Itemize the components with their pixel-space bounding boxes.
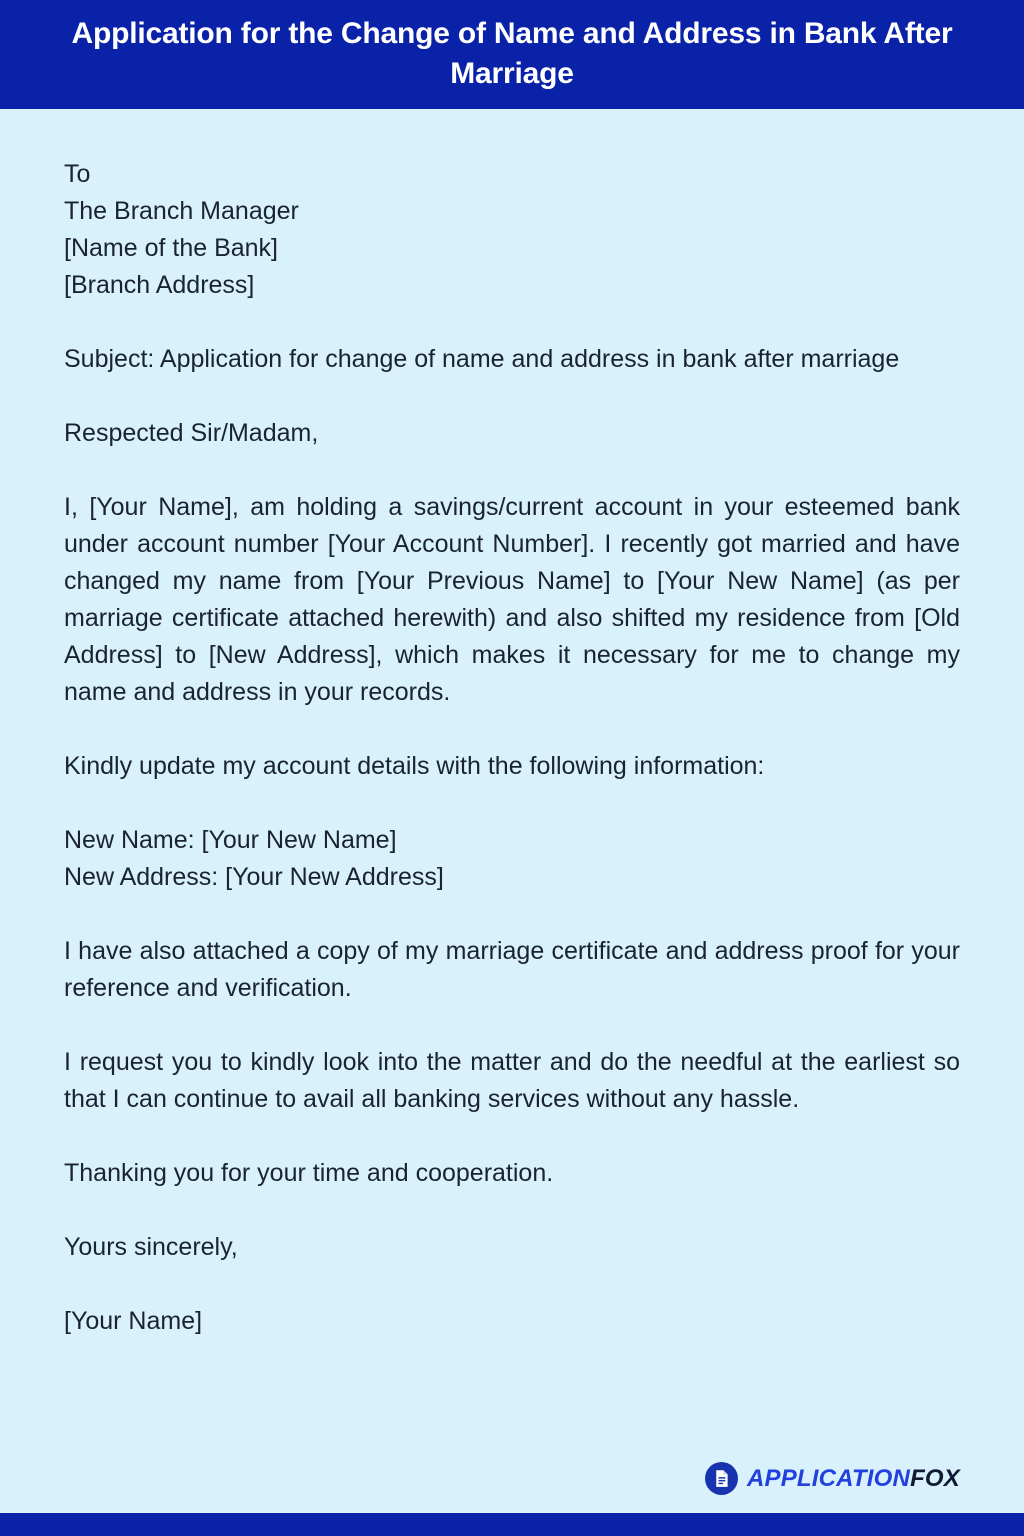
account-details-block <box>64 822 960 896</box>
letter-body <box>0 109 1024 1513</box>
document-icon <box>705 1462 738 1495</box>
brand-logo <box>705 1462 960 1495</box>
page-title: Application for the Change of Name and Address in Bank After Marriage <box>71 17 953 90</box>
recipient-line-manager: The Branch Manager <box>64 197 299 226</box>
recipient-line-bank: [Name of the Bank] <box>64 234 279 263</box>
spacer <box>64 304 960 341</box>
detail-new-name: New Name: [Your New Name] <box>64 826 397 855</box>
spacer <box>64 378 960 415</box>
body-paragraph-4: I request you to kindly look into the matter and do the needful at the earliest so that I can continue to avail all banking services without any hassle. <box>64 1048 960 1114</box>
spacer <box>64 785 960 822</box>
body-paragraph-1: I, [Your Name], am holding a savings/current account in your esteemed bank under account number [Your Account Number]. I recently got married and have changed my name from [Your Previous Name] to [Your New Name] (as per marriage certificate attached herewith) and also shifted my residence from [Old Address] to [New Address], which makes it necessary for me to change my name and address in your records. <box>64 493 960 707</box>
recipient-block <box>64 156 960 304</box>
letter-content <box>64 156 960 1340</box>
closing-line: Yours sincerely, <box>64 1233 238 1262</box>
spacer <box>64 1118 960 1155</box>
brand-logo-text <box>746 1464 960 1492</box>
spacer <box>64 452 960 489</box>
signature-line: [Your Name] <box>64 1307 203 1336</box>
footer-bar <box>0 1513 1024 1536</box>
subject-line: Subject: Application for change of name and address in bank after marriage <box>64 345 900 374</box>
spacer <box>64 1266 960 1303</box>
recipient-line-to: To <box>64 160 91 189</box>
body-paragraph-2: Kindly update my account details with the following information: <box>64 752 765 781</box>
brand-name-secondary: FOX <box>910 1464 960 1492</box>
header-banner <box>0 0 1024 109</box>
spacer <box>64 711 960 748</box>
recipient-line-address: [Branch Address] <box>64 271 255 300</box>
spacer <box>64 896 960 933</box>
spacer <box>64 1007 960 1044</box>
body-paragraph-3: I have also attached a copy of my marriage certificate and address proof for your reference and verification. <box>64 937 960 1003</box>
detail-new-address: New Address: [Your New Address] <box>64 863 444 892</box>
body-paragraph-5: Thanking you for your time and cooperation. <box>64 1159 554 1188</box>
brand-name-primary: APPLICATION <box>746 1464 911 1492</box>
salutation: Respected Sir/Madam, <box>64 419 319 448</box>
spacer <box>64 1192 960 1229</box>
